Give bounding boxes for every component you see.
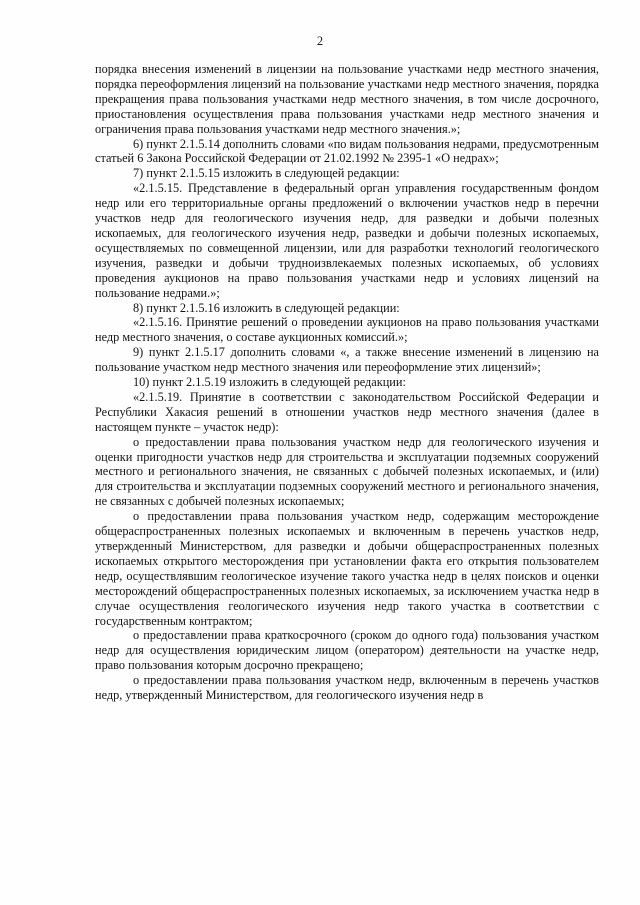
paragraph: 7) пункт 2.1.5.15 изложить в следующей редакции: xyxy=(133,166,400,181)
paragraph: о предоставлении права пользования участком недр, содержащим месторождение общераспространенных полезных ископаемых и включенным в перечень участков недр, утвержденный Министерством, для разведки и добычи общераспространенных полезных ископаемых открытого месторождения при установлении факта его открытия пользователем недр, осуществлявшим геологическое изучение такого участка недр в целях поисков и оценки месторождений общераспространенных полезных ископаемых, за исключением участка недр в случае осуществления геологического изучения недр такого участка в соответствии с государственным контрактом; xyxy=(95,509,599,628)
page-number: 2 xyxy=(316,34,324,48)
paragraph: о предоставлении права краткосрочного (сроком до одного года) пользования участком недр для осуществления юридическим лицом (оператором) деятельности на участке недр, право пользования которым досрочно прекращено; xyxy=(95,628,599,673)
paragraph: «2.1.5.19. Принятие в соответствии с законодательством Российской Федерации и Республики Хакасия решений в отношении участков недр местного значения (далее в настоящем пункте – участок недр): xyxy=(95,389,599,434)
paragraph: 10) пункт 2.1.5.19 изложить в следующей редакции: xyxy=(133,375,406,390)
paragraph: «2.1.5.16. Принятие решений о проведении аукционов на право пользования участками недр местного значения, о составе аукционных комиссий.»; xyxy=(95,315,599,345)
paragraph: 6) пункт 2.1.5.14 дополнить словами «по видам пользования недрами, предусмотренным статьей 6 Закона Российской Федерации от 21.02.1992 № 2395-1 «О недрах»; xyxy=(95,136,599,166)
paragraph: «2.1.5.15. Представление в федеральный орган управления государственным фондом недр или его территориальные органы предложений о включении участков недр в перечни участков недр для геологического изучения недр, для разведки и добычи полезных ископаемых, для геологического изучения недр, разведки и добычи полезных ископаемых, осуществляемых по совмещенной лицензии, или для разработки технологий геологического изучения, разведки и добычи трудноизвлекаемых полезных ископаемых, об условиях проведения аукционов на право пользования участками недр и условиях лицензий на пользование недрами.»; xyxy=(95,181,599,300)
paragraph: 9) пункт 2.1.5.17 дополнить словами «, а также внесение изменений в лицензию на пользование участком недр местного значения или переоформление этих лицензий»; xyxy=(95,345,599,375)
document-body xyxy=(95,62,599,703)
paragraph: 8) пункт 2.1.5.16 изложить в следующей редакции: xyxy=(133,300,400,315)
paragraph: порядка внесения изменений в лицензии на пользование участками недр местного значения, порядка переоформления лицензий на пользование участками недр местного значения, порядка прекращения права пользования участками недр местного значения, в том числе досрочного, приостановления осуществления права пользования участками недр местного значения и ограничения права пользования участками недр местного значения.»; xyxy=(95,62,599,136)
paragraph: о предоставлении права пользования участком недр для геологического изучения и оценки пригодности участков недр для строительства и эксплуатации подземных сооружений местного и регионального значения, не связанных с добычей полезных ископаемых, и (или) для строительства и эксплуатации подземных сооружений местного и регионального значения, не связанных с добычей полезных ископаемых; xyxy=(95,434,599,509)
paragraph: о предоставлении права пользования участком недр, включенным в перечень участков недр, утвержденный Министерством, для геологического изучения недр в xyxy=(95,673,599,703)
